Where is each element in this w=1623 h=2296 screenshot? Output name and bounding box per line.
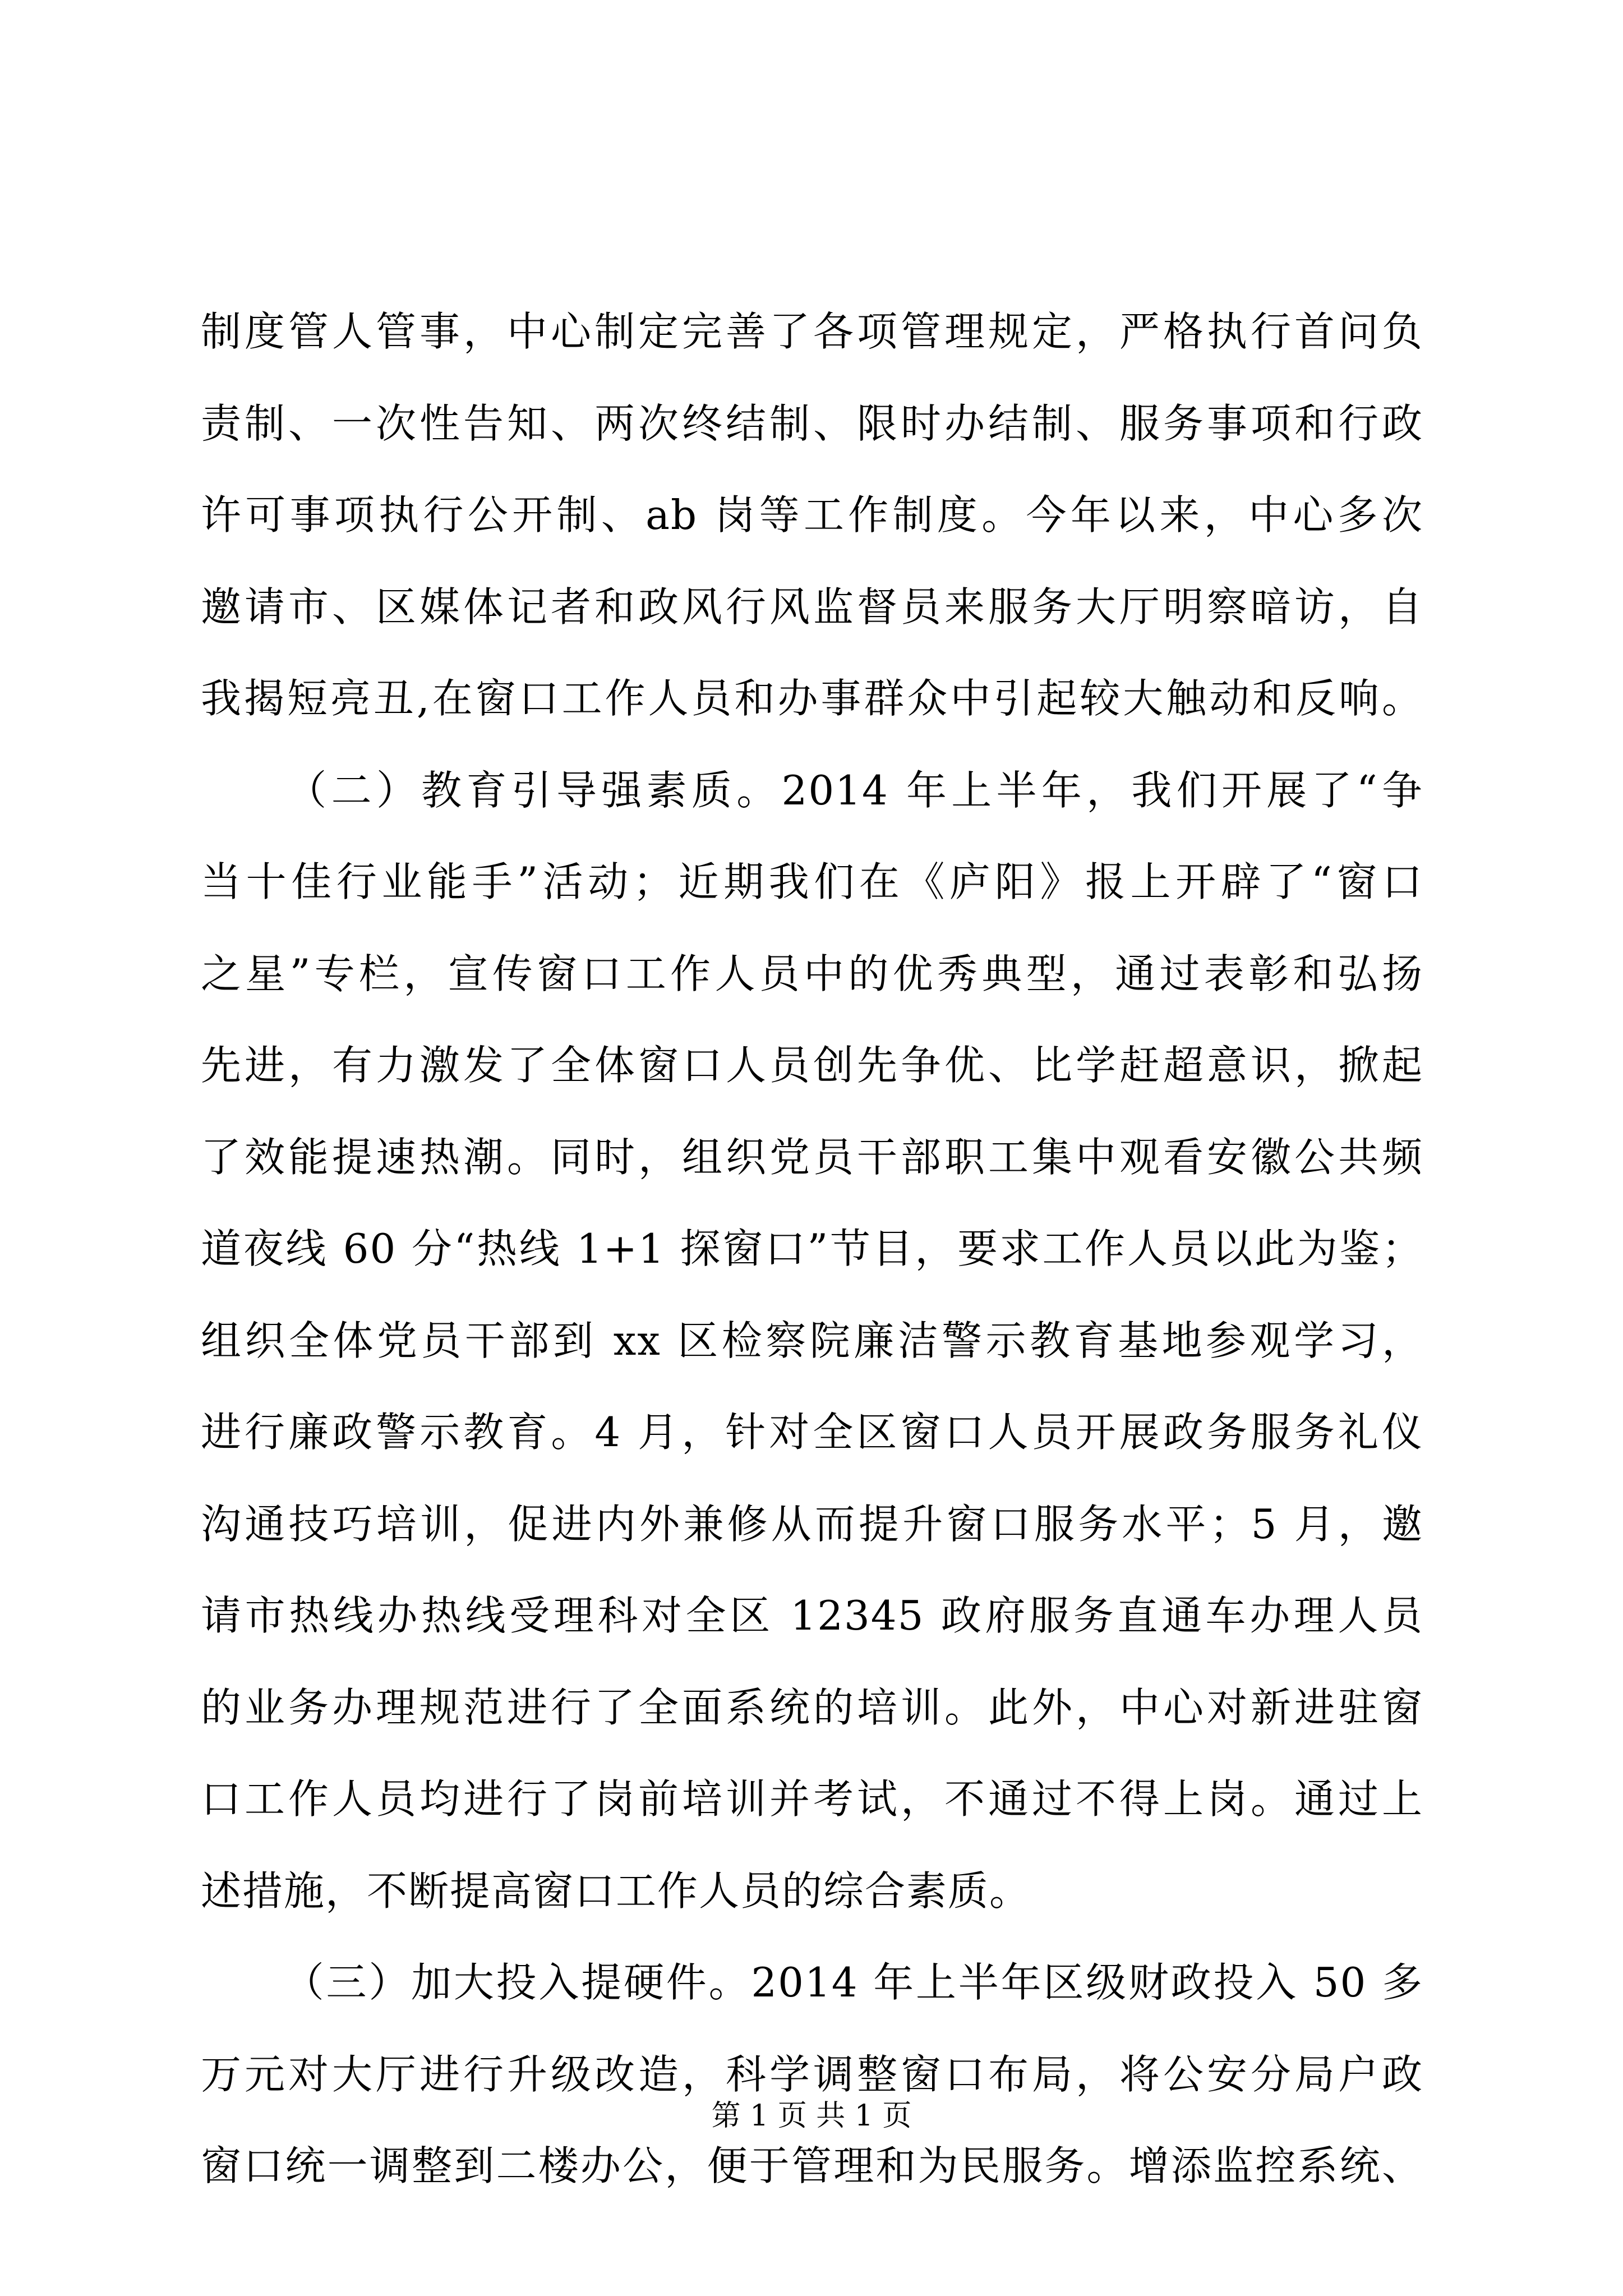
text-line: 述措施，不断提高窗口工作人员的综合素质。	[201, 1867, 1031, 1915]
paragraph	[201, 286, 1423, 745]
text-line: 先进，有力激发了全体窗口人员创先争优、比学赶超意识，掀起	[201, 1042, 1423, 1089]
text-line: 邀请市、区媒体记者和政风行风监督员来服务大厅明察暗访，自	[201, 583, 1423, 631]
text-line-content: （三）加大投入提硬件。2014 年上半年区级财政投入 50 多	[283, 1959, 1423, 2006]
text-line: 责制、一次性告知、两次终结制、限时办结制、服务事项和行政	[201, 399, 1423, 447]
text-line: 窗口统一调整到二楼办公，便于管理和为民服务。增添监控系统、	[201, 2142, 1423, 2189]
text-line-content: （二）教育引导强素质。2014 年上半年，我们开展了“争	[283, 766, 1423, 814]
text-line: 之星”专栏，宣传窗口工作人员中的优秀典型，通过表彰和弘扬	[201, 950, 1423, 997]
text-line: 组织全体党员干部到 xx 区检察院廉洁警示教育基地参观学习，	[201, 1317, 1423, 1364]
page-footer	[0, 2099, 1623, 2133]
text-line: 许可事项执行公开制、ab 岗等工作制度。今年以来，中心多次	[201, 491, 1423, 539]
text-line: 我揭短亮丑,在窗口工作人员和办事群众中引起较大触动和反响。	[201, 675, 1423, 722]
paragraph	[201, 1937, 1423, 2212]
text-line: 制度管人管事，中心制定完善了各项管理规定，严格执行首问负	[201, 308, 1423, 355]
paragraph	[201, 745, 1423, 1938]
text-line: 万元对大厅进行升级改造，科学调整窗口布局，将公安分局户政	[201, 2050, 1423, 2098]
page-number-label: 第 1 页 共 1 页	[711, 2099, 912, 2133]
text-line: 进行廉政警示教育。4 月，针对全区窗口人员开展政务服务礼仪	[201, 1409, 1423, 1456]
text-line: 口工作人员均进行了岗前培训并考试，不通过不得上岗。通过上	[201, 1775, 1423, 1823]
text-line: 沟通技巧培训，促进内外兼修从而提升窗口服务水平；5 月，邀	[201, 1500, 1423, 1548]
document-body	[201, 286, 1423, 2212]
text-line: 了效能提速热潮。同时，组织党员干部职工集中观看安徽公共频	[201, 1133, 1423, 1181]
text-line: 的业务办理规范进行了全面系统的培训。此外，中心对新进驻窗	[201, 1683, 1423, 1731]
text-line	[201, 745, 1423, 837]
text-line: 当十佳行业能手”活动；近期我们在《庐阳》报上开辟了“窗口	[201, 858, 1423, 905]
text-line	[201, 1937, 1423, 2029]
text-line: 请市热线办热线受理科对全区 12345 政府服务直通车办理人员	[201, 1592, 1423, 1639]
text-line: 道夜线 60 分“热线 1+1 探窗口”节目，要求工作人员以此为鉴；	[201, 1225, 1423, 1272]
